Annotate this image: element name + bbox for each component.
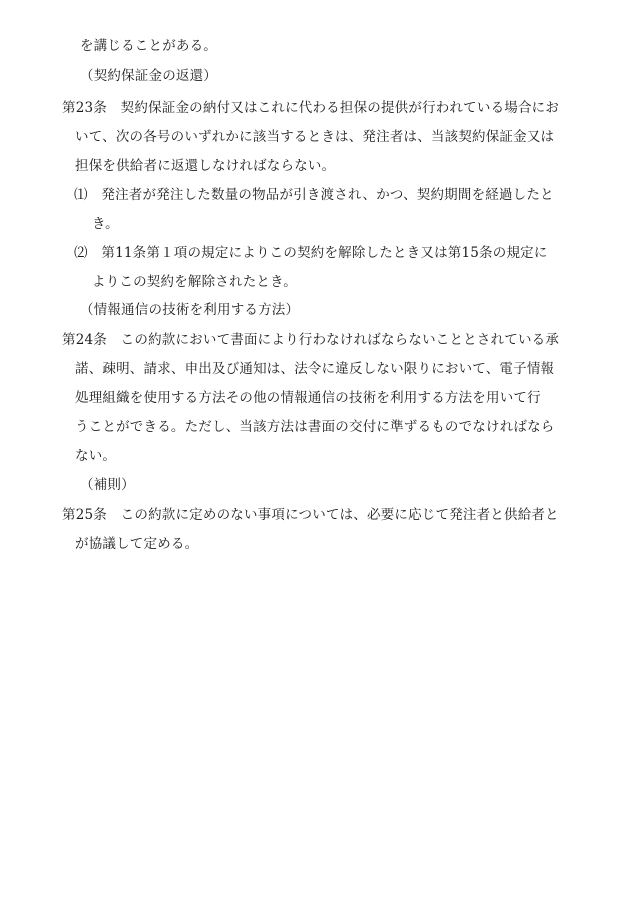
article-25-heading: （補則） [80,477,135,493]
article-23-item-1-line-1: ⑴ 発注者が発注した数量の物品が引き渡され、かつ、契約期間を経過したと [74,187,554,203]
article-24-line-2: 諾、疎明、請求、申出及び通知は、法令に違反しない限りにおいて、電子情報 [75,361,555,377]
article-24-line-3: 処理組織を使用する方法その他の情報通信の技術を利用する方法を用いて行 [75,390,541,406]
article-24-heading: （情報通信の技術を利用する方法） [80,302,300,318]
article-23-line-1: 第23条 契約保証金の納付又はこれに代わる担保の提供が行われている場合にお [62,100,560,116]
article-23-line-3: 担保を供給者に返還しなければならない。 [75,158,336,174]
article-24-line-5: ない。 [75,448,117,464]
article-25-line-1: 第25条 この約款に定めのない事項については、必要に応じて発注者と供給者と [62,507,559,523]
article-24-line-1: 第24条 この約款において書面により行わなければならないこととされている承 [62,332,560,348]
article-23-line-2: いて、次の各号のいずれかに該当するときは、発注者は、当該契約保証金又は [75,129,555,145]
article-25-line-2: が協議して定める。 [75,536,199,552]
continuation-text: を講じることがある。 [80,38,217,54]
article-23-item-2-line-2: よりこの契約を解除されたとき。 [92,274,297,290]
article-24-line-4: うことができる。ただし、当該方法は書面の交付に準ずるものでなければなら [75,419,555,435]
article-23-item-1-line-2: き。 [92,216,119,232]
article-23-heading: （契約保証金の返還） [80,68,217,84]
article-23-item-2-line-1: ⑵ 第11条第１項の規定によりこの契約を解除したとき又は第15条の規定に [74,245,548,261]
